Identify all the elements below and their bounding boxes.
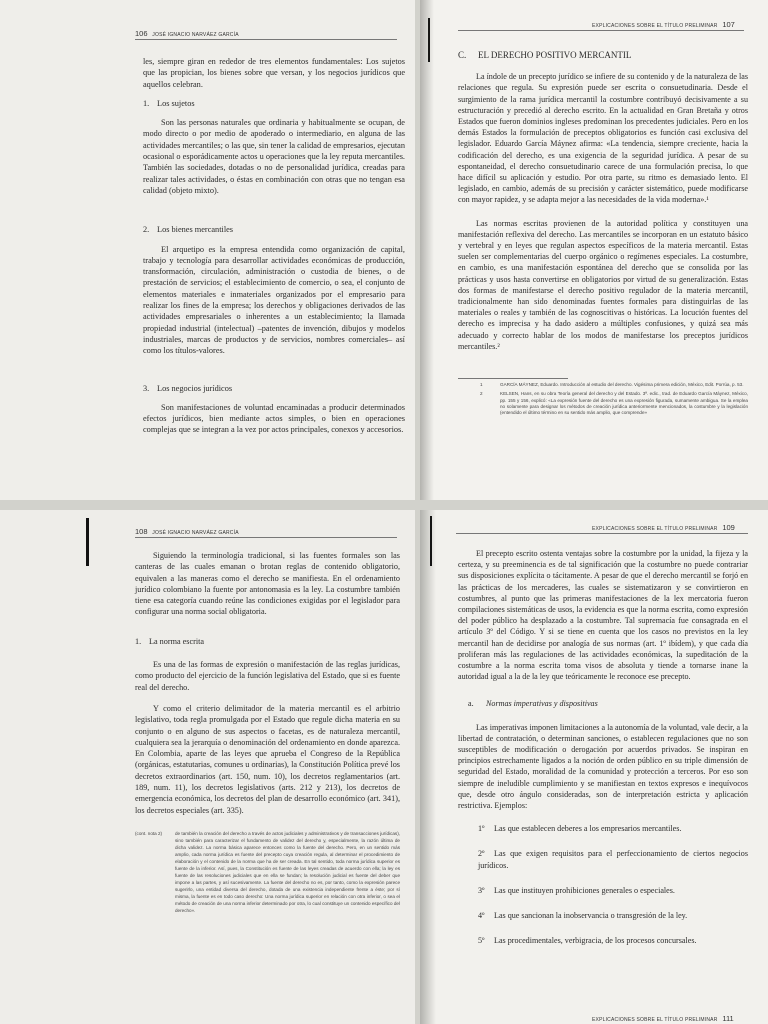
running-head-text: JOSÉ IGNACIO NARVÁEZ GARCÍA <box>152 32 239 38</box>
footnote-number: 2 <box>480 391 483 397</box>
list-item <box>478 935 748 946</box>
footnote-label: (cont. nota 2) <box>135 831 163 836</box>
footnote-2 <box>480 391 748 416</box>
running-head-text: EXPLICACIONES SOBRE EL TÍTULO PRELIMINAR <box>592 23 718 29</box>
list-item <box>478 848 748 870</box>
paragraph-3: Y como el criterio delimitador de la materia mercantil es el arbitrio legislativo, toda regla promulgada por el Estado que regule dicha materia en su conjunto o en alguno de sus aspectos o facetas, es de naturaleza mercantil, cualquiera sea la jerarquía o denominación del ordenamiento en donde aparezca. En Colombia, aparte de las leyes que aprueba el Congreso de la República (orgánicas, estatutarias, comunes u ordinarias), la Constitución Política prevé los decretos extraordinarios (art. 150, num. 10), los decretos reglamentarios (art. 189, num. 11), los decretos legislativos (arts. 212 y 213), los decretos de emergencia económica, los decretos del plan de desarrollo económico (art. 341), los decretos especiales (art. 335). <box>135 703 400 815</box>
paragraph-1: El precepto escrito ostenta ventajas sobre la costumbre por la unidad, la fijeza y la certeza, y su preeminencia es de tal significación que la costumbre no puede contrariar sus disposiciones explícita o tácitamente. A pesar de que el derecho mercantil se forjó en las prácticas de los mercaderes, las cuales se sistematizaron y se convirtieron en costumbres, al punto que las primeras manifestaciones de la lex mercatoria fueron compilaciones sistemáticas de usos, la evidencia es que la norma escrita, como expresión del poder público ha desplazado a la costumbre. Tal supremacía fue consagrada en el artículo 3º del Código. Y si se tiene en cuenta que los casos no previstos en la ley mercantil han de decidirse por analogía de sus normas (art. 1º ibídem), y que cada día proliferan más las regulaciones de las actividades económicas, la supeditación de la costumbre a la norma escrita toma visos de absoluta y tiende a tornarse inane la autoridad igual a la de la ley que teóricamente le reconoce ese precepto. <box>458 549 748 682</box>
section-heading-norma-escrita <box>135 636 400 647</box>
running-head-text: EXPLICACIONES SOBRE EL TÍTULO PRELIMINAR <box>592 1017 718 1023</box>
item-text: Las que exigen requisitos para el perfeccionamiento de ciertos negocios jurídicos. <box>478 849 748 870</box>
section-heading-negocios <box>143 383 405 394</box>
heading-letter: C. <box>458 50 467 60</box>
intro-paragraph: les, siempre giran en rededor de tres elementos fundamentales: Los sujetos que las propician, los bienes sobre que versan, y los negocios jurídicos que aquellos celebran. <box>143 57 405 89</box>
footnote-1 <box>480 382 748 388</box>
header-rule <box>135 537 397 538</box>
examples-list <box>458 823 748 946</box>
page-number: 111 <box>722 1014 734 1023</box>
item-text: Las procedimentales, verbigracia, de los procesos concursales. <box>494 936 697 946</box>
text-column <box>143 56 405 444</box>
subheading-letter: a. <box>468 699 474 709</box>
footnote-text: KELSEN, Hans, en su obra Teoría general del derecho y del Estado. 3ª. edic., trad. de Eduardo García Máynez, México, pp. 155 y 156, explicó: «La expresión fuente del derecho es una expresión figurada, sumamente ambigua. Se la emplea no solamente para designar los métodos de creación jurídica anteriormente mencionados, la costumbre y la legislación (entendido el último término en su sentido más amplio, que comprende» <box>500 391 748 416</box>
gutter-shadow <box>420 0 434 500</box>
header-rule <box>458 30 744 31</box>
paragraph-sujetos: Son las personas naturales que ordinaria y habitualmente se ocupan, de modo directo o por medio de apoderado o intermediario, en alguna de las actividades mercantiles; o las que, sin tener la calidad de empresarios, ejecutan ocasional o esporádicamente actos u operaciones que la ley reputa mercantiles. También las sociedades, dotadas o no de personalidad jurídica, creadas para realizar tales actividades, o éstas en combinación con otras que no tengan esa calidad (objeto mixto). <box>143 118 405 195</box>
footnotes <box>480 382 748 416</box>
page-number: 108 <box>135 527 148 536</box>
chapter-heading <box>458 50 748 61</box>
page-109 <box>420 510 768 1024</box>
heading-text: EL DERECHO POSITIVO MERCANTIL <box>478 50 632 60</box>
binding-mark <box>86 518 89 566</box>
paragraph-2: Las imperativas imponen limitaciones a la autonomía de la voluntad, vale decir, a la libertad de contratación, o determinan sanciones, o establecen regulaciones que no son susceptibles de modificación o derogación por acuerdos privados. Se inspiran en principios estrechamente ligados a la noción de orden público en su triple dimensión de seguridad del Estado, moralidad de la comunidad y protección a terceros. Por eso son siempre de ineludible cumplimiento y se manifiestan en textos expresos e inequívocos que, desde otro ángulo consideradas, son de interpretación estricta y aplicación restrictiva. Ejemplos: <box>458 722 748 811</box>
text-column <box>135 550 400 824</box>
section-number: 1. <box>135 636 142 646</box>
page-number: 107 <box>722 20 735 29</box>
paragraph-1: Siguiendo la terminología tradicional, si las fuentes formales son las canteras de las cuales emanan o brotan reglas de contenido obligatorio, equivalen a las maneras como el derecho se manifiesta. En el ordenamiento jurídico colombiano la fuente por antonomasia es la ley. La costumbre también tiene esa categoría cuando reúne las condiciones exigidas por el legislador para configurar una norma social obligatoria. <box>135 551 400 617</box>
section-number: 3. <box>143 383 150 393</box>
gutter-shadow <box>420 510 436 1024</box>
page-number: 106 <box>135 29 148 38</box>
footnote-text: GARCÍA MÁYNEZ, Eduardo. Introducción al estudio del derecho. Vigésima primera edición, México, Edit. Porrúa, p. 53. <box>500 382 744 387</box>
subheading-text: Normas imperativas y dispositivas <box>486 699 598 709</box>
header-rule <box>135 39 397 40</box>
text-column <box>458 548 748 960</box>
section-title: Los negocios jurídicos <box>157 383 233 393</box>
page-106 <box>0 0 415 500</box>
running-head-107 <box>592 20 735 29</box>
item-number: 1º <box>478 824 485 834</box>
item-number: 3º <box>478 885 485 895</box>
paragraph-2: Es una de las formas de expresión o manifestación de las reglas jurídicas, como producto del ejercicio de la función legislativa del Estado, que si es fuente real del derecho. <box>135 660 400 692</box>
footnote-cont-row <box>135 830 400 914</box>
item-text: Las que sancionan la inobservancia o transgresión de la ley. <box>494 911 688 921</box>
item-text: Las que establecen deberes a los empresarios mercantiles. <box>494 824 682 834</box>
running-head-109 <box>592 523 735 532</box>
running-head-text: EXPLICACIONES SOBRE EL TÍTULO PRELIMINAR <box>592 526 718 532</box>
paragraph-bienes: El arquetipo es la empresa entendida como organización de capital, trabajo y tecnología para desarrollar actividades económicas de producción, transformación, circulación, administración o custodia de bienes, o de prestación de servicios; el establecimiento de comercio, o sea, el conjunto de elementos materiales e inmateriales organizados por el empresario para realizar los fines de la empresa; los derechos y obligaciones derivados de las actividades empresariales o inherentes a un establecimiento; la llamada propiedad industrial (intelectual) –patentes de invención, dibujos y modelos industriales, marcas de productos y de servicios, nombres comerciales– así como los títulos-valores. <box>143 244 405 356</box>
list-item <box>478 885 748 896</box>
item-number: 2º <box>478 849 485 859</box>
paragraph-negocios: Son manifestaciones de voluntad encaminadas a producir determinados efectos jurídicos, bien mediante actos simples, o bien en operaciones complejas que se integran a la vez por actos principales, conexos y accesorios. <box>143 402 405 435</box>
header-rule <box>456 533 748 534</box>
section-number: 2. <box>143 225 150 235</box>
list-item <box>478 823 748 834</box>
page-107 <box>420 0 768 500</box>
list-item <box>478 910 748 921</box>
item-number: 4º <box>478 911 485 921</box>
page-number: 109 <box>722 523 735 532</box>
item-text: Las que instituyen prohibiciones generales o especiales. <box>494 885 675 895</box>
section-title: La norma escrita <box>149 636 205 646</box>
section-title: Los sujetos <box>157 98 195 108</box>
footnote-rule <box>458 378 568 379</box>
running-head-106 <box>135 29 239 38</box>
page-108 <box>0 510 415 1024</box>
next-running-head <box>592 1014 734 1023</box>
subheading-normas <box>468 698 748 709</box>
item-number: 5º <box>478 936 485 946</box>
footnote-text: de también la creación del derecho a través de actos judiciales y administrativos y de transacciones jurídicas), sino también para caracterizar el fundamento de validez del derecho y, especialmente, la razón última de dicha validez. La norma básica aparece entonces como la fuente del derecho. Pero, en un sentido más amplio, cada norma jurídica es fuente del precepto cuya creación regula, al determinar el procedimiento de elaboración y el contenido de la norma que ha de ser creada. En tal sentido, toda norma jurídica superior es fuente de la inferior. Así, pues, la Constitución es fuente de las leyes creadas de acuerdo con ella; la ley es fuente de las resoluciones judiciales que en ella se fundan; la resolución judicial es fuente del deber que impone a las partes, y así sucesivamente. La fuente del derecho no es, por tanto, como la expresión parece sugerirlo, una entidad diversa del derecho, dotada de una existencia independiente frente a éste; por sí misma, la fuente es en todo caso derecho: Una norma jurídica superior en relación con otra inferior, o sea el método de creación de una norma inferior determinado por otra, lo cual constituye un contenido específico del derecho». <box>175 831 400 913</box>
section-title: Los bienes mercantiles <box>157 225 234 235</box>
section-heading-sujetos <box>143 98 405 109</box>
paragraph-1: La índole de un precepto jurídico se infiere de su contenido y de la naturaleza de las relaciones que regula. Su expresión puede ser escrita o consuetudinaria. Desde el surgimiento de la rama jurídica mercantil la costumbre contribuyó decisivamente a su estructuración y precedió al derecho escrito. En la actualidad en Gran Bretaña y otros Estados que fueron dominios ingleses predominan los precedentes judiciales. Pero en los demás Estados la formulación de preceptos obligatorios es función casi exclusiva del legislador. Eduardo García Máynez afirma: «La tendencia, siempre creciente, hacia la codificación del derecho, es una exigencia de la seguridad jurídica. A pesar de su espontaneidad, el derecho consuetudinario carece de una formulación precisa, lo que hace difícil su aplicación y estudio. Por otra parte, su ritmo es demasiado lento. El legislado, en cambio, además de su precisión y carácter sistemático, puede modificarse con mayor rapidez, y se adapta mejor a las necesidades de la vida moderna».¹ <box>458 72 748 205</box>
footnote-continued <box>135 830 400 914</box>
running-head-text: JOSÉ IGNACIO NARVÁEZ GARCÍA <box>152 530 239 536</box>
section-heading-bienes <box>143 224 405 235</box>
running-head-108 <box>135 527 239 536</box>
footnote-number: 1 <box>480 382 483 387</box>
text-column <box>458 50 748 360</box>
paragraph-2: Las normas escritas provienen de la autoridad política y constituyen una manifestación reflexiva del derecho. Las mercantiles se incorporan en un estatuto básico y vertebral y en leyes que regulan aspectos específicos de la materia mercantil. Estas suelen ser complementarias del cuerpo orgánico o regímenes especiales. La costumbre, en cambio, es una manifestación espontánea del derecho que se consolida por las prácticas y usos hasta convertirse en obligatorios por virtud de su generalización. Estas dos formas de manifestarse el derecho positivo regulador de la materia mercantil, tradicionalmente han sido denominadas fuentes formales para distinguirlas de las materiales o reales y también de las cognoscitivas o históricas. La locución fuentes del derecho es imprecisa y ha dado asidero a múltiples confusiones, y quizá sea más adecuado y correcto hablar de los modos de manifestarse los preceptos jurídicos mercantiles.² <box>458 218 748 351</box>
section-number: 1. <box>143 98 150 108</box>
